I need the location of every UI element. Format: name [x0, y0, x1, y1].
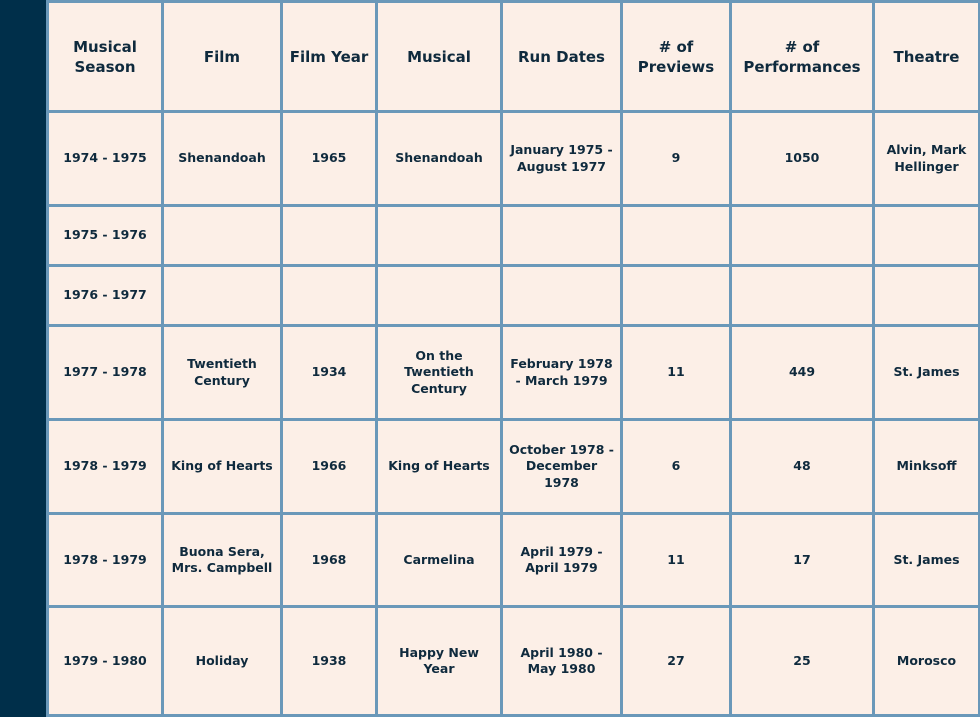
cell-musical: On the Twentieth Century — [378, 327, 500, 418]
table-row — [49, 327, 978, 418]
cell-theatre: Morosco — [875, 608, 978, 714]
table-row — [49, 608, 978, 714]
cell-film-year: 1934 — [283, 327, 375, 418]
musicals-table — [46, 0, 980, 717]
cell-theatre: St. James — [875, 327, 978, 418]
cell-performances: 25 — [732, 608, 872, 714]
cell-run-dates — [503, 267, 620, 324]
cell-previews: 27 — [623, 608, 729, 714]
header-performances: # of Performances — [732, 3, 872, 110]
cell-run-dates: October 1978 - December 1978 — [503, 421, 620, 512]
cell-season: 1977 - 1978 — [49, 327, 161, 418]
cell-performances: 1050 — [732, 113, 872, 204]
header-run-dates: Run Dates — [503, 3, 620, 110]
cell-film-year — [283, 207, 375, 264]
cell-film-year: 1968 — [283, 515, 375, 605]
cell-run-dates: April 1979 - April 1979 — [503, 515, 620, 605]
cell-run-dates: January 1975 - August 1977 — [503, 113, 620, 204]
cell-film-year — [283, 267, 375, 324]
cell-previews: 9 — [623, 113, 729, 204]
cell-theatre: Alvin, Mark Hellinger — [875, 113, 978, 204]
cell-run-dates — [503, 207, 620, 264]
header-theatre: Theatre — [875, 3, 978, 110]
cell-previews: 6 — [623, 421, 729, 512]
cell-season: 1974 - 1975 — [49, 113, 161, 204]
cell-performances: 48 — [732, 421, 872, 512]
header-film-year: Film Year — [283, 3, 375, 110]
cell-season: 1978 - 1979 — [49, 421, 161, 512]
cell-theatre — [875, 267, 978, 324]
left-sidebar-band — [0, 0, 46, 717]
cell-musical — [378, 267, 500, 324]
cell-film-year: 1938 — [283, 608, 375, 714]
cell-theatre — [875, 207, 978, 264]
cell-previews: 11 — [623, 515, 729, 605]
cell-film: Holiday — [164, 608, 280, 714]
cell-run-dates: February 1978 - March 1979 — [503, 327, 620, 418]
table-row — [49, 267, 978, 324]
cell-season: 1976 - 1977 — [49, 267, 161, 324]
cell-performances: 17 — [732, 515, 872, 605]
header-musical: Musical — [378, 3, 500, 110]
cell-performances — [732, 267, 872, 324]
header-film: Film — [164, 3, 280, 110]
cell-performances: 449 — [732, 327, 872, 418]
header-row — [49, 3, 978, 110]
table-container — [46, 0, 980, 717]
cell-musical: Shenandoah — [378, 113, 500, 204]
cell-musical: Carmelina — [378, 515, 500, 605]
cell-performances — [732, 207, 872, 264]
header-previews: # of Previews — [623, 3, 729, 110]
cell-previews — [623, 267, 729, 324]
cell-film: King of Hearts — [164, 421, 280, 512]
header-musical-season: Musical Season — [49, 3, 161, 110]
cell-musical — [378, 207, 500, 264]
cell-run-dates: April 1980 - May 1980 — [503, 608, 620, 714]
cell-previews: 11 — [623, 327, 729, 418]
cell-previews — [623, 207, 729, 264]
cell-film: Buona Sera, Mrs. Campbell — [164, 515, 280, 605]
cell-musical: Happy New Year — [378, 608, 500, 714]
cell-film: Twentieth Century — [164, 327, 280, 418]
cell-musical: King of Hearts — [378, 421, 500, 512]
cell-film — [164, 207, 280, 264]
cell-theatre: Minksoff — [875, 421, 978, 512]
table-row — [49, 207, 978, 264]
cell-season: 1978 - 1979 — [49, 515, 161, 605]
table-row — [49, 113, 978, 204]
cell-season: 1979 - 1980 — [49, 608, 161, 714]
cell-film: Shenandoah — [164, 113, 280, 204]
table-row — [49, 421, 978, 512]
cell-film — [164, 267, 280, 324]
cell-season: 1975 - 1976 — [49, 207, 161, 264]
table-row — [49, 515, 978, 605]
cell-film-year: 1965 — [283, 113, 375, 204]
cell-theatre: St. James — [875, 515, 978, 605]
cell-film-year: 1966 — [283, 421, 375, 512]
